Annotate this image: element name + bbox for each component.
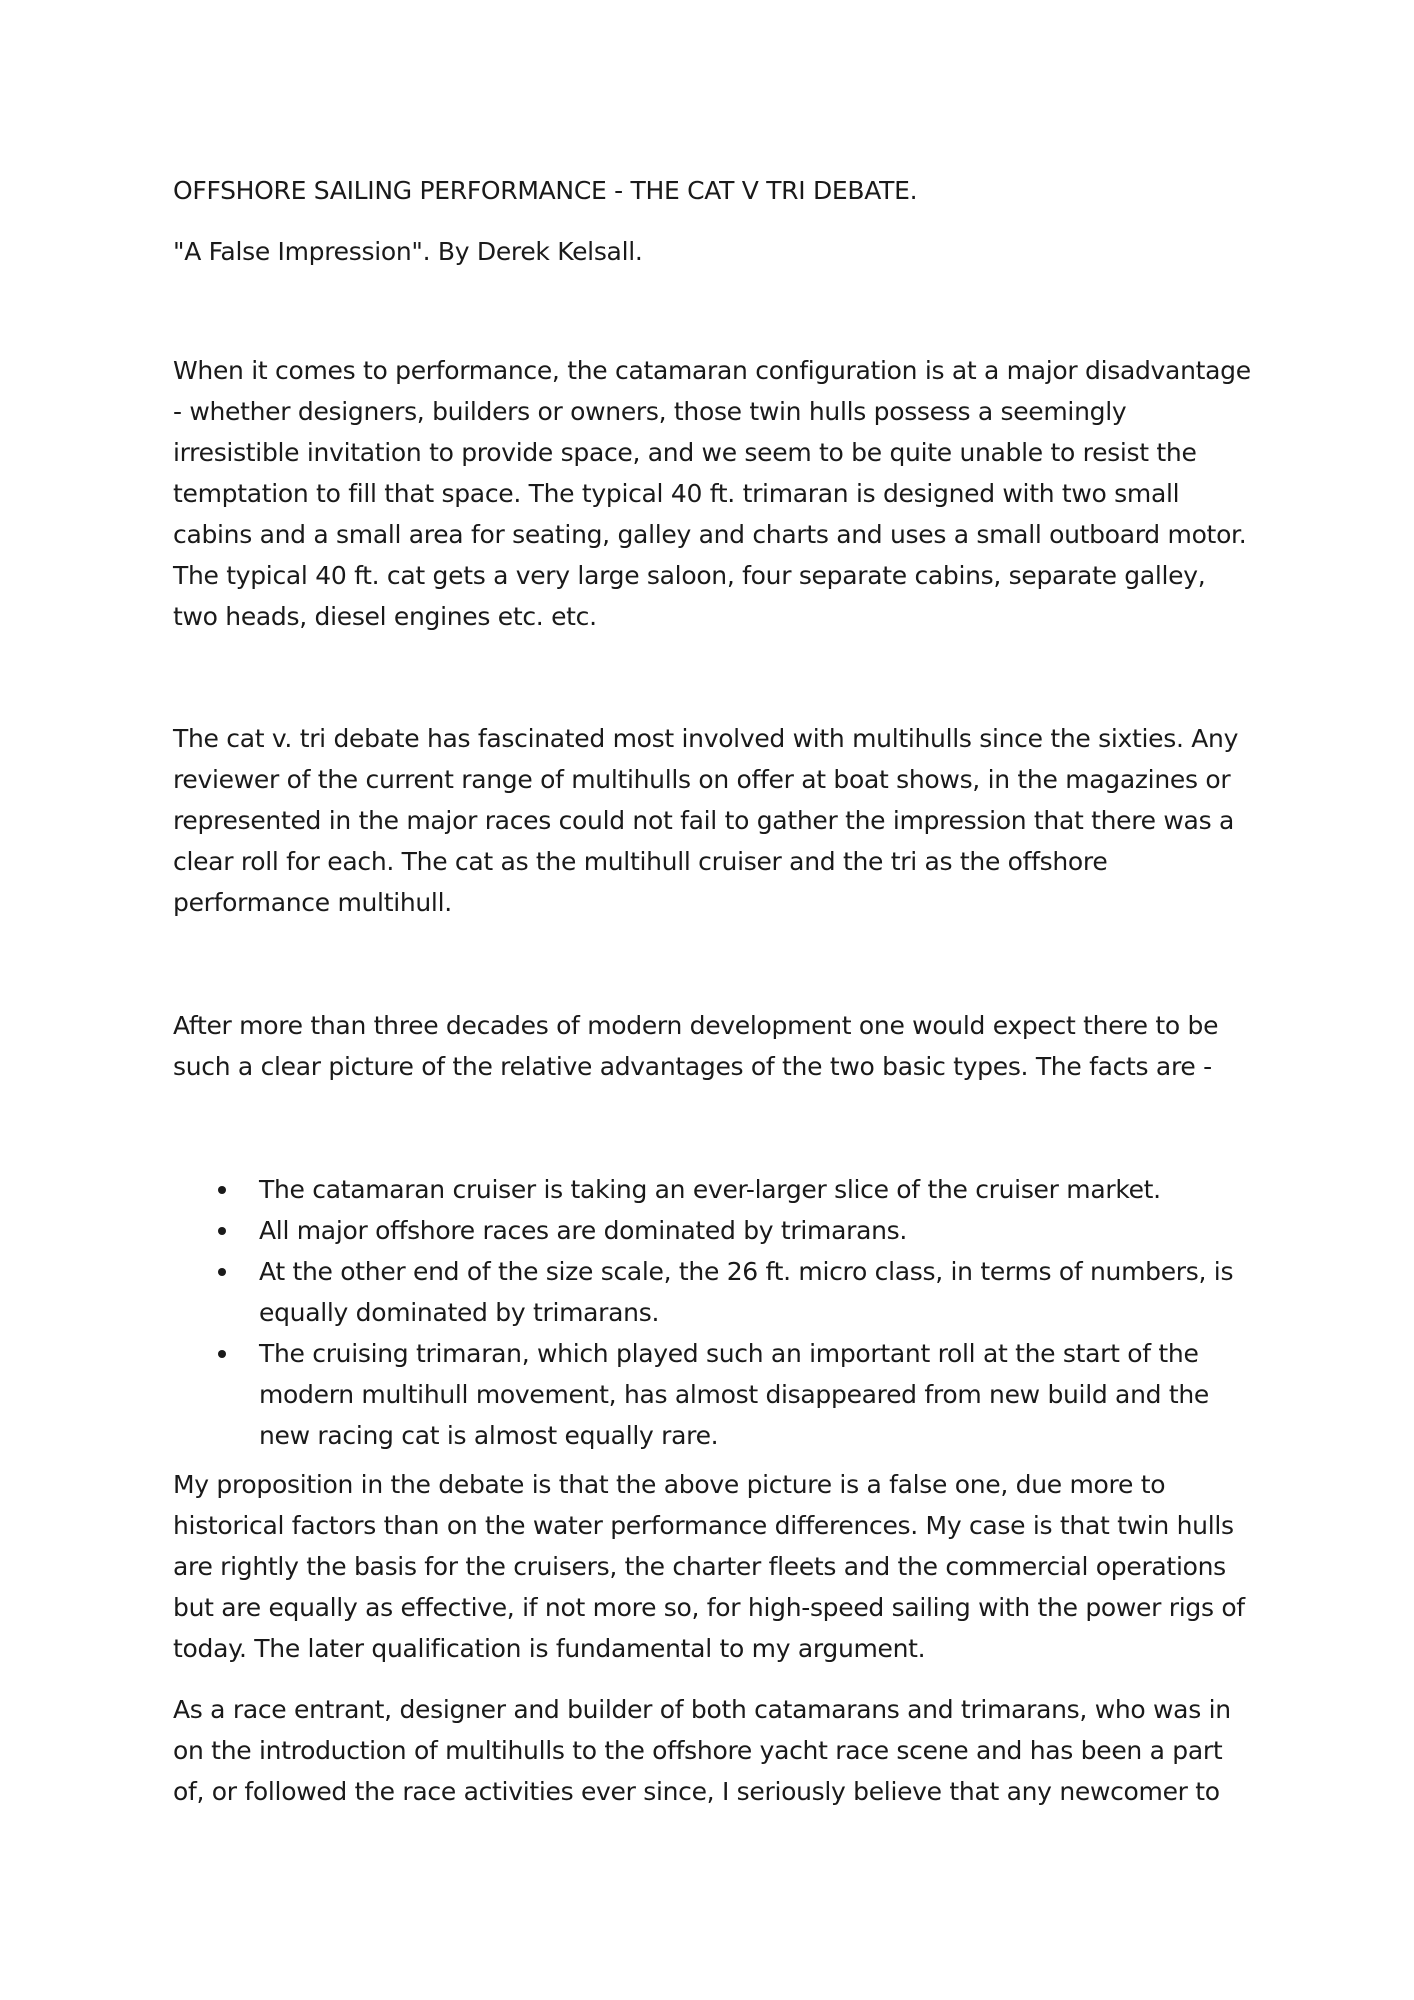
document-byline: "A False Impression". By Derek Kelsall. bbox=[173, 237, 643, 266]
document-page bbox=[173, 170, 1253, 1812]
list-item bbox=[173, 1169, 1253, 1210]
paragraph-debate: The cat v. tri debate has fascinated most involved with multihulls since the sixties. Any reviewer of the current range of multihulls on offer at boat shows, in the magazines or represented in the major races could not fail to gather the impression that there was a clear roll for each. The cat as the multihull cruiser and the tri as the offshore performance multihull. bbox=[173, 724, 1239, 917]
list-item-text: At the other end of the size scale, the 26 ft. micro class, in terms of numbers, is equally dominated by trimarans. bbox=[259, 1257, 1234, 1327]
bullet-icon bbox=[218, 1227, 226, 1235]
paragraph-intro: When it comes to performance, the catamaran configuration is at a major disadvantage - whether designers, builders or owners, those twin hulls possess a seemingly irresistible invitation to provide space, and we seem to be quite unable to resist the temptation to fill that space. The typical 40 ft. trimaran is designed with two small cabins and a small area for seating, galley and charts and uses a small outboard motor. The typical 40 ft. cat gets a very large saloon, four separate cabins, separate galley, two heads, diesel engines etc. etc. bbox=[173, 356, 1251, 631]
document-title: OFFSHORE SAILING PERFORMANCE - THE CAT V TRI DEBATE. bbox=[173, 176, 918, 205]
bullet-icon bbox=[218, 1268, 226, 1276]
list-item bbox=[173, 1210, 1253, 1251]
list-item-text: The cruising trimaran, which played such an important roll at the start of the modern multihull movement, has almost disappeared from new build and the new racing cat is almost equally rare. bbox=[259, 1339, 1209, 1450]
list-item bbox=[173, 1251, 1253, 1333]
list-item bbox=[173, 1333, 1253, 1456]
paragraph-race-entrant: As a race entrant, designer and builder of both catamarans and trimarans, who was in on the introduction of multihulls to the offshore yacht race scene and has been a part of, or followed the race activities ever since, I seriously believe that any newcomer to bbox=[173, 1695, 1231, 1806]
bullet-icon bbox=[218, 1350, 226, 1358]
facts-list bbox=[173, 1169, 1253, 1456]
list-item-text: The catamaran cruiser is taking an ever-larger slice of the cruiser market. bbox=[259, 1175, 1161, 1204]
bullet-icon bbox=[218, 1186, 226, 1194]
paragraph-proposition: My proposition in the debate is that the above picture is a false one, due more to historical factors than on the water performance differences. My case is that twin hulls are rightly the basis for the cruisers, the charter fleets and the commercial operations but are equally as effective, if not more so, for high-speed sailing with the power rigs of today. The later qualification is fundamental to my argument. bbox=[173, 1470, 1245, 1663]
list-item-text: All major offshore races are dominated by trimarans. bbox=[259, 1216, 908, 1245]
paragraph-facts: After more than three decades of modern development one would expect there to be such a clear picture of the relative advantages of the two basic types. The facts are - bbox=[173, 1011, 1219, 1081]
